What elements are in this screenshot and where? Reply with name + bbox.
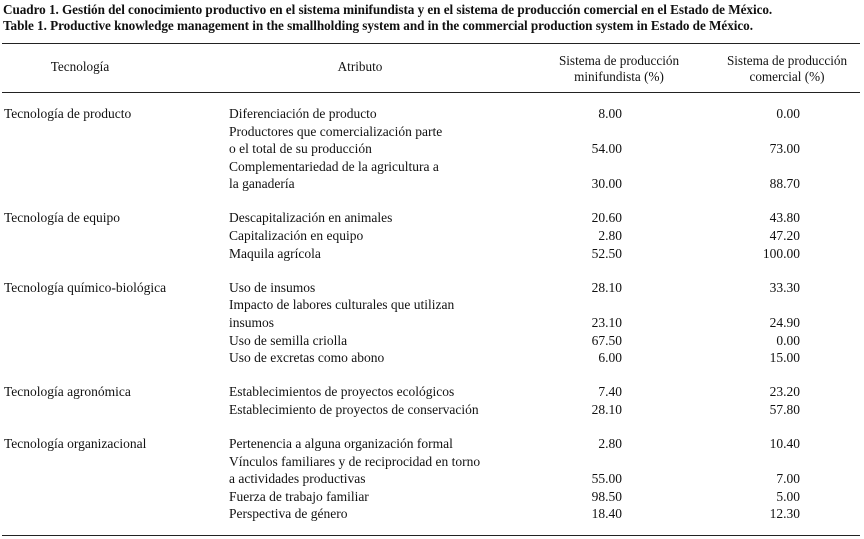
technology-group [0,383,864,418]
caption-english: Table 1. Productive knowledge management in the smallholding system and in the commercial production system in Estado de México. [3,17,753,33]
attribute-cell: Vínculos familiares y de reciprocidad en torno [229,453,481,469]
attribute-cell: o el total de su producción [229,141,372,157]
comercial-value: 43.80 [769,210,800,226]
table-row [0,383,864,401]
table-row [0,105,864,123]
minifundista-value: 18.40 [591,506,622,522]
attribute-cell: Pertenencia a alguna organización formal [229,435,453,451]
header-tecnologia: Tecnología [50,59,110,74]
comercial-value: 88.70 [769,176,800,192]
header-minifundista [536,53,702,85]
technology-label: Tecnología de equipo [4,210,121,226]
comercial-value: 23.20 [769,384,800,400]
top-rule [2,43,860,44]
attribute-cell: Productores que comercialización parte [229,123,443,139]
table-row [0,453,864,471]
minifundista-value: 30.00 [591,176,622,192]
technology-group [0,209,864,262]
table-row [0,488,864,506]
attribute-cell: la ganadería [229,176,295,192]
comercial-value: 7.00 [776,471,800,487]
table-row [0,245,864,263]
minifundista-value: 2.80 [598,228,622,244]
minifundista-value: 8.00 [598,106,622,121]
comercial-value: 15.00 [769,350,800,366]
header-minifundista-line1: Sistema de producción [558,53,680,68]
comercial-value: 57.80 [769,401,800,417]
attribute-cell: a actividades productivas [229,471,366,487]
attribute-cell: Maquila agrícola [229,245,321,261]
caption-spanish: Cuadro 1. Gestión del conocimiento productivo en el sistema minifundista y en el sistema de producción comercial en el Estado de México. [3,2,773,17]
minifundista-value: 6.00 [598,350,622,366]
table-caption [3,2,863,33]
table-row [0,123,864,141]
table-row [0,401,864,419]
comercial-value: 0.00 [776,106,800,121]
comercial-value: 100.00 [762,245,800,261]
table-row [0,279,864,297]
attribute-cell: Uso de excretas como abono [229,350,385,366]
attribute-cell: Establecimiento de proyectos de conservación [229,401,479,417]
table-row [0,314,864,332]
table-row [0,175,864,193]
table-row [0,209,864,227]
comercial-value: 24.90 [769,314,800,330]
minifundista-value: 28.10 [591,401,622,417]
minifundista-value: 67.50 [591,332,622,348]
attribute-cell: insumos [229,314,275,330]
attribute-cell: Complementariedad de la agricultura a [229,158,439,174]
header-atributo: Atributo [337,59,383,74]
attribute-cell: Uso de insumos [229,279,316,295]
comercial-value: 47.20 [769,228,800,244]
table-row [0,505,864,523]
attribute-cell: Descapitalización en animales [229,210,393,226]
header-minifundista-line2: minifundista (%) [574,69,664,84]
comercial-value: 0.00 [776,332,800,348]
comercial-value: 10.40 [769,435,800,451]
technology-label: Tecnología organizacional [4,435,147,451]
minifundista-value: 23.10 [591,314,622,330]
comercial-value: 12.30 [769,506,800,522]
comercial-value: 33.30 [769,279,800,295]
header-comercial-line1: Sistema de producción [726,53,848,68]
minifundista-value: 2.80 [598,435,622,451]
table-row [0,227,864,245]
technology-group [0,435,864,523]
minifundista-value: 98.50 [591,488,622,504]
table-row [0,332,864,350]
attribute-cell: Capitalización en equipo [229,228,364,244]
technology-label: Tecnología de producto [4,106,132,121]
table-row [0,158,864,176]
attribute-cell: Uso de semilla criolla [229,332,348,348]
table-row [0,435,864,453]
technology-group [0,279,864,367]
bottom-rule [2,535,860,536]
minifundista-value: 20.60 [591,210,622,226]
header-rule [2,92,860,93]
technology-label: Tecnología agronómica [4,384,131,400]
attribute-cell: Diferenciación de producto [229,106,377,121]
table-row [0,349,864,367]
attribute-cell: Fuerza de trabajo familiar [229,488,369,504]
table-body [0,105,864,539]
table-row [0,296,864,314]
minifundista-value: 52.50 [591,245,622,261]
attribute-cell: Perspectiva de género [229,506,348,522]
table-row [0,470,864,488]
technology-label: Tecnología químico-biológica [4,279,167,295]
technology-group [0,105,864,193]
minifundista-value: 28.10 [591,279,622,295]
comercial-value: 73.00 [769,141,800,157]
attribute-cell: Establecimientos de proyectos ecológicos [229,384,455,400]
header-comercial [712,53,862,85]
minifundista-value: 55.00 [591,471,622,487]
comercial-value: 5.00 [776,488,800,504]
table-row [0,140,864,158]
attribute-cell: Impacto de labores culturales que utilizan [229,297,455,313]
header-comercial-line2: comercial (%) [749,69,825,84]
minifundista-value: 7.40 [598,384,622,400]
minifundista-value: 54.00 [591,141,622,157]
